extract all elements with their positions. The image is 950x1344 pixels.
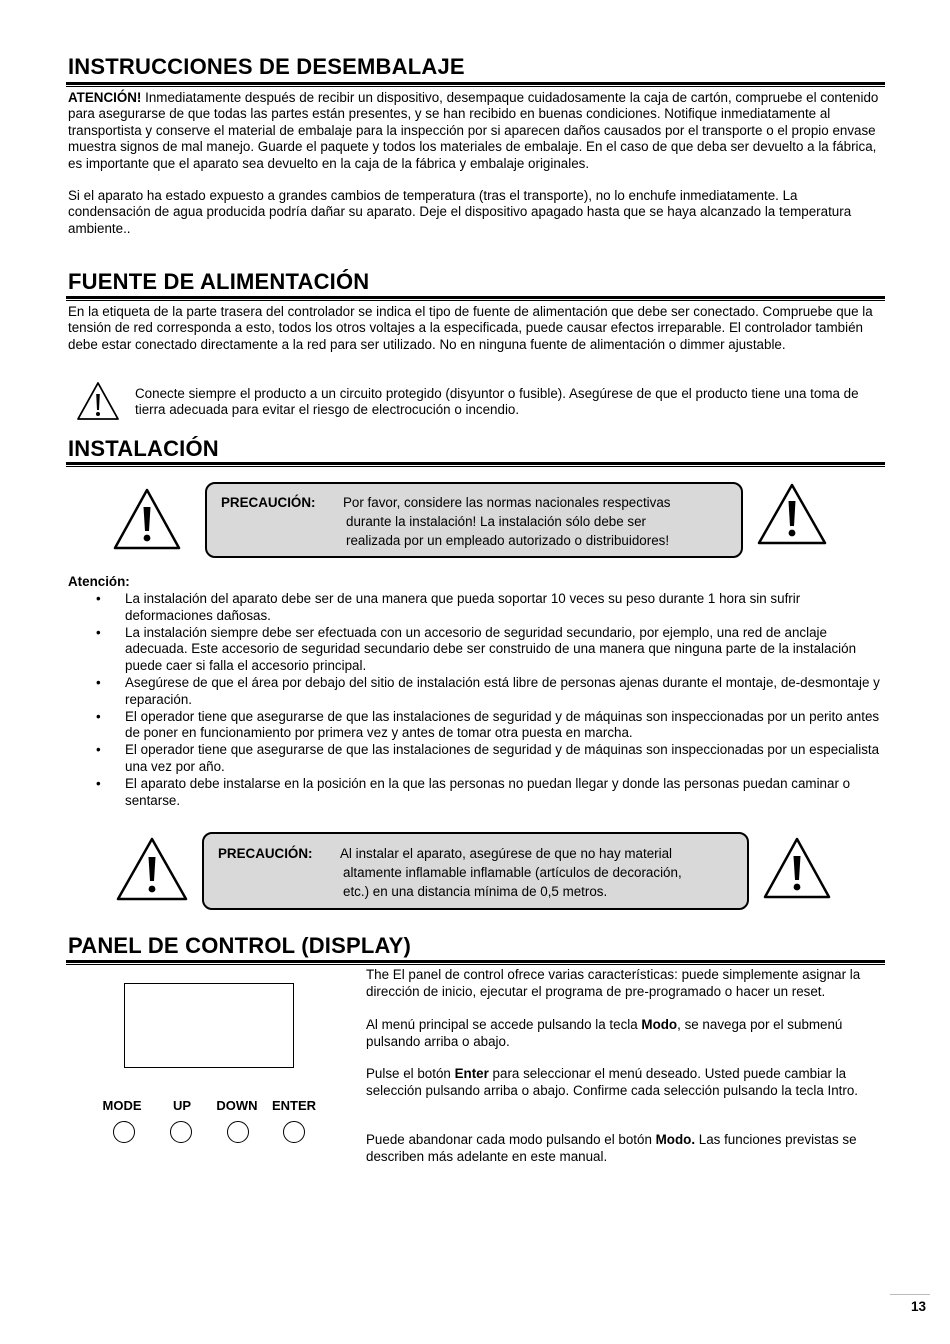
mode-button (113, 1121, 135, 1143)
section-rule (66, 296, 885, 301)
list-item: • Asegúrese de que el área por debajo del sitio de instalación está libre de personas ajenas durante el montaje, de-desmontaje y reparación. (68, 675, 883, 709)
warning-triangle-icon (756, 482, 828, 546)
section-title-unpacking: INSTRUCCIONES DE DESEMBALAJE (68, 54, 465, 79)
page-number: 13 (910, 1299, 926, 1314)
section-title-power: FUENTE DE ALIMENTACIÓN (68, 269, 370, 294)
panel-text: Al menú principal se accede pulsando la tecla (366, 1017, 642, 1032)
unpacking-text-1: Inmediatamente después de recibir un dispositivo, desempaque cuidadosamente la caja de cartón, compruebe el contenido para asegurarse de que todas las partes están presentes, y se han recibido en buenas condiciones. Notifique inmediatamente al transportista y conserve el material de embalaje para la inspección por si aparecen daños causados por el transporte o el propio envase muestra signos de mal manejo. Guarde el paquete y todos los materiales de embalaje. En el caso de que deba ser devuelto a la fábrica, es importante que el aparato sea devuelto en la caja de la fábrica y embalaje originales. (68, 90, 879, 171)
caution-box-flammable (202, 832, 749, 910)
mode-button-label: MODE (102, 1098, 142, 1113)
attention-bold: ATENCIÓN! (68, 90, 142, 105)
panel-bold: Modo (641, 1017, 678, 1032)
caution-line: etc.) en una distancia mínima de 0,5 metros. (343, 884, 608, 899)
caution-text (340, 844, 682, 901)
caution-line: durante la instalación! La instalación sólo debe ser (346, 514, 646, 529)
section-rule (66, 82, 885, 87)
panel-paragraph-1: The El panel de control ofrece varias características: puede simplemente asignar la dirección de inicio, ejecutar el programa de pre-programado o hacer un reset. (366, 967, 861, 999)
section-rule (66, 462, 885, 467)
display-screen (124, 983, 294, 1068)
installation-bullet-list (68, 591, 883, 809)
enter-button-label: ENTER (271, 1098, 317, 1113)
power-warning-text: Conecte siempre el producto a un circuito protegido (disyuntor o fusible). Asegúrese de que el producto tiene una toma de tierra adecuada para evitar el riesgo de electrocución o incendio. (135, 386, 859, 418)
caution-line: Por favor, considere las normas nacionales respectivas (343, 495, 671, 510)
up-button-label: UP (172, 1098, 192, 1113)
warning-triangle-icon (76, 381, 120, 421)
up-button (170, 1121, 192, 1143)
enter-button (283, 1121, 305, 1143)
attention-heading: Atención: (68, 574, 130, 589)
panel-text: para seleccionar el menú deseado. Usted puede cambiar la selección pulsando arriba o abajo. Confirme cada selección pulsando la tecla Intro. (366, 1066, 859, 1098)
panel-paragraph-4 (366, 1132, 886, 1165)
panel-paragraph-2 (366, 1017, 886, 1050)
caution-line: altamente inflamable inflamable (artículos de decoración, (343, 865, 682, 880)
warning-triangle-icon (112, 487, 182, 551)
panel-text: Pulse el botón (366, 1066, 455, 1081)
panel-text: , se navega por el submenú pulsando arriba o abajo. (366, 1017, 843, 1049)
down-button-label: DOWN (216, 1098, 258, 1113)
caution-label: PRECAUCIÓN: (218, 846, 313, 861)
section-title-installation: INSTALACIÓN (68, 436, 219, 461)
caution-line: Al instalar el aparato, asegúrese de que no hay material (340, 846, 672, 861)
section-title-panel: PANEL DE CONTROL (DISPLAY) (68, 933, 411, 958)
list-item: • El aparato debe instalarse en la posición en la que las personas no puedan llegar y donde las personas puedan caminar o sentarse. (68, 776, 883, 810)
panel-paragraph-3 (366, 1066, 886, 1099)
caution-line: realizada por un empleado autorizado o distribuidores! (346, 533, 670, 548)
warning-triangle-icon (115, 836, 189, 902)
panel-text: Las funciones previstas se describen más adelante en este manual. (366, 1132, 857, 1164)
power-paragraph: En la etiqueta de la parte trasera del controlador se indica el tipo de fuente de alimentación que debe ser conectado. Compruebe que la tensión de red corresponda a esto, todos los otros voltajes a la especificada, puede causar efectos irreparable. El controlador también debe estar conectado directamente a la red para ser utilizado. No en ninguna fuente de alimentación o dimmer ajustable. (68, 304, 873, 352)
unpacking-paragraph-1 (68, 90, 883, 172)
list-item: • El operador tiene que asegurarse de que las instalaciones de seguridad y de máquinas son inspeccionadas por un perito antes de poner en funcionamiento por primera vez y antes de tomar otra puesta en marcha. (68, 709, 883, 743)
section-rule (66, 960, 885, 965)
page-number-rule (890, 1294, 930, 1295)
down-button (227, 1121, 249, 1143)
list-item: • La instalación siempre debe ser efectuada con un accesorio de seguridad secundario, por ejemplo, una red de anclaje adecuada. Este accesorio de seguridad secundario debe ser construido de una manera que ninguna parte de la instalación puede caer si falla el accesorio principal. (68, 625, 883, 675)
panel-text: Puede abandonar cada modo pulsando el botón (366, 1132, 656, 1147)
unpacking-paragraph-2: Si el aparato ha estado expuesto a grandes cambios de temperatura (tras el transporte), no lo enchufe inmediatamente. La condensación de agua producida podría dañar su aparato. Deje el dispositivo apagado hasta que se haya alcanzado la temperatura ambiente.. (68, 188, 852, 236)
panel-bold: Modo. (655, 1132, 696, 1147)
list-item: • La instalación del aparato debe ser de una manera que pueda soportar 10 veces su peso durante 1 hora sin sufrir deformaciones dañosas. (68, 591, 883, 625)
list-item: • El operador tiene que asegurarse de que las instalaciones de seguridad y de máquinas son inspeccionadas por un especialista una vez por año. (68, 742, 883, 776)
caution-text (343, 493, 671, 550)
warning-triangle-icon (762, 836, 832, 900)
caution-label: PRECAUCIÓN: (221, 495, 316, 510)
panel-bold: Enter (454, 1066, 489, 1081)
caution-box-installation (205, 482, 743, 558)
